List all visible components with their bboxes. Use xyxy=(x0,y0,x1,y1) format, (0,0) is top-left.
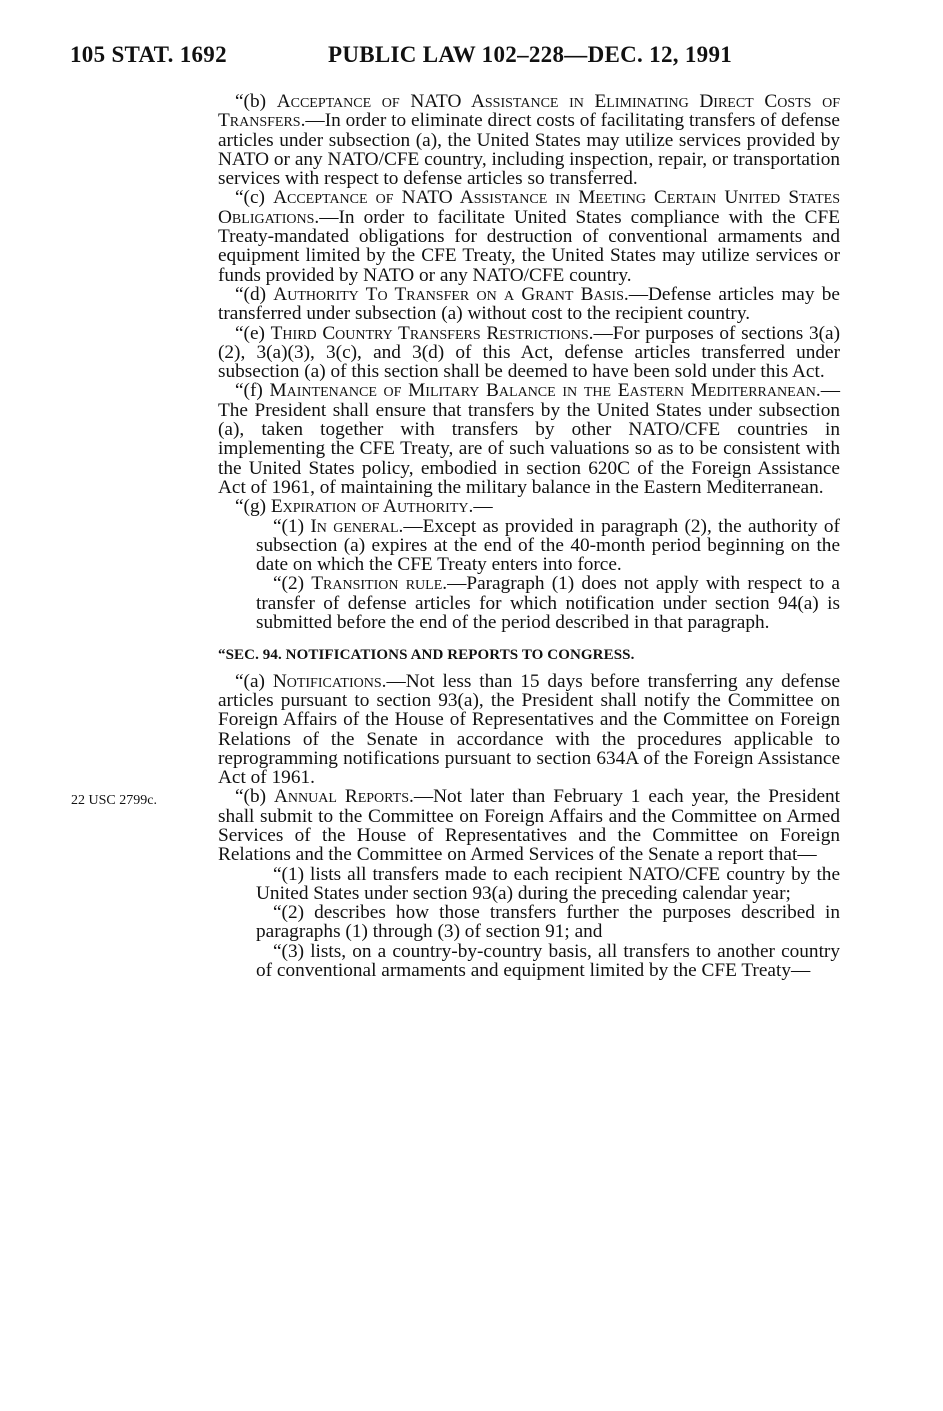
paragraph-c: “(c) Acceptance of NATO Assistance in Meeting Certain United States Obligations.—In order to facilitate United States compliance with the CFE Treaty-mandated obligations for destruction of conventional armaments and equipment limited by the CFE Treaty, the United States may utilize services or funds provided by NATO or any NATO/CFE country. xyxy=(218,187,840,286)
heading-f: Maintenance of Military Balance in the Eastern Mediterranean. xyxy=(269,380,821,402)
paragraph-b: “(b) Acceptance of NATO Assistance in Eliminating Direct Costs of Transfers.—In order to eliminate direct costs of facilitating transfers of defense articles under subsection (a), the United States may utilize services provided by NATO or any NATO/CFE country, including inspection, repair, or transportation services with respect to defense articles so transferred. xyxy=(218,91,840,190)
page-header xyxy=(70,42,850,78)
paragraph-d: “(d) Authority To Transfer on a Grant Basis.—Defense articles may be transferred under subsection (a) without cost to the recipient country. xyxy=(218,283,840,325)
page-reference: 105 STAT. 1692 xyxy=(70,42,227,67)
heading-d: Authority To Transfer on a Grant Basis. xyxy=(273,283,629,305)
paragraph-g: “(g) Expiration of Authority.— xyxy=(235,496,493,518)
heading-g2: Transition rule. xyxy=(311,573,448,595)
paragraph-94b-3: “(3) lists, on a country-by-country basis, all transfers to another country of conventional armaments and equipment limited by the CFE Treaty— xyxy=(256,940,840,982)
paragraph-94b: “(b) Annual Reports.—Not later than February 1 each year, the President shall submit to the Committee on Foreign Affairs and the Committee on Armed Services of the House of Representatives and the Committee on Foreign Relations and the Committee on Armed Services of the Senate a report that— xyxy=(218,786,841,866)
paragraph-f: “(f) Maintenance of Military Balance in the Eastern Mediterranean.—The President shall ensure that transfers by the United States under subsection (a), taken together with transfers by other NATO/CFE countries in implementing the CFE Treaty, are of such valuations so as to be consistent with the United States policy, embodied in section 620C of the Foreign Assistance Act of 1961, of maintaining the military balance in the Eastern Mediterranean. xyxy=(218,380,840,498)
heading-94a: Notifications. xyxy=(272,670,387,692)
paragraph-94b-2: “(2) describes how those transfers further the purposes described in paragraphs (1) through (3) of section 91; and xyxy=(256,902,840,943)
section-94-heading: “SEC. 94. NOTIFICATIONS AND REPORTS TO CONGRESS. xyxy=(218,647,635,664)
heading-g: Expiration of Authority. xyxy=(270,496,474,518)
heading-94b: Annual Reports. xyxy=(273,786,414,808)
paragraph-e: “(e) Third Country Transfers Restrictions.—For purposes of sections 3(a)(2), 3(a)(3), 3(c), and 3(d) of this Act, defense articles transferred under subsection (a) of this section shall be deemed to have been sold under this Act. xyxy=(218,322,840,383)
paragraph-94b-1: “(1) lists all transfers made to each recipient NATO/CFE country by the United States under section 93(a) during the preceding calendar year; xyxy=(256,863,840,904)
document-body xyxy=(218,92,840,980)
paragraph-g1: “(1) In general.—Except as provided in paragraph (2), the authority of subsection (a) expires at the end of the 40-month period beginning on the date on which the CFE Treaty enters into force. xyxy=(256,515,840,576)
heading-e: Third Country Transfers Restrictions. xyxy=(270,322,594,344)
heading-g1: In general. xyxy=(310,515,404,537)
paragraph-g2: “(2) Transition rule.—Paragraph (1) does not apply with respect to a transfer of defense articles for which notification under section 94(a) is submitted before the end of the period described in that paragraph. xyxy=(256,573,840,634)
law-title: PUBLIC LAW 102–228—DEC. 12, 1991 xyxy=(328,42,733,67)
heading-c: Acceptance of NATO Assistance in Meeting Certain United States Obligations. xyxy=(218,187,840,228)
heading-b: Acceptance of NATO Assistance in Eliminating Direct Costs of Transfers. xyxy=(218,91,840,132)
paragraph-94a: “(a) Notifications.—Not less than 15 days before transferring any defense articles pursuant to section 93(a), the President shall notify the Committee on Foreign Affairs of the House of Representatives and the Committee on Foreign Relations of the Senate in accordance with the procedures applicable to reprogramming notifications pursuant to section 634A of the Foreign Assistance Act of 1961. xyxy=(218,670,841,789)
margin-citation: 22 USC 2799c. xyxy=(71,793,157,808)
